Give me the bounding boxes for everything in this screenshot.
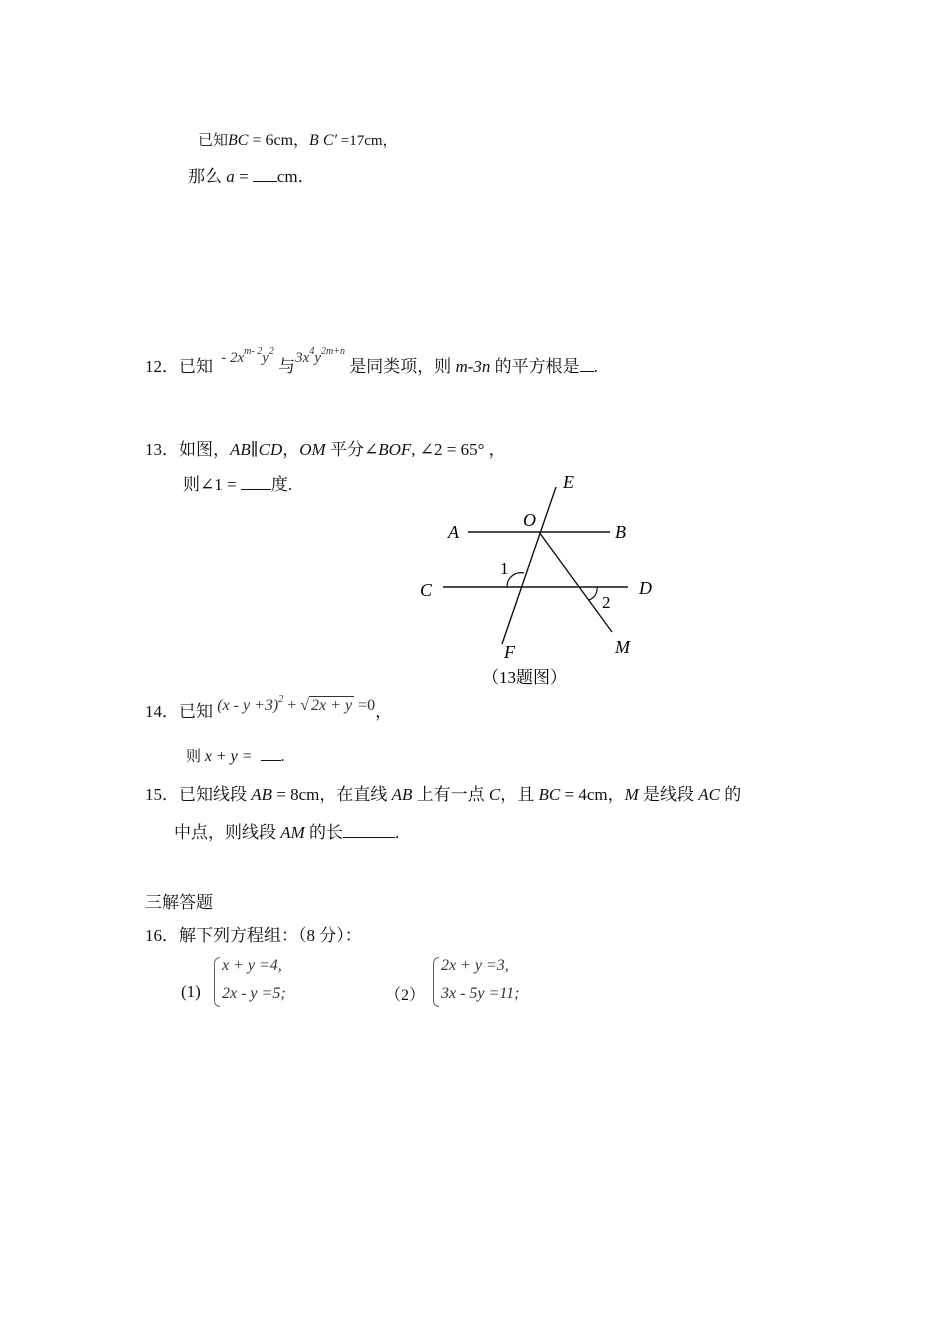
q16-title: 16．解下列方程组：（8 分）： xyxy=(145,926,362,945)
label-one: 1 xyxy=(500,559,509,578)
q12-term2-exp1: 4 xyxy=(309,346,315,357)
q15-line1-b: = 8cm，在直线 xyxy=(272,785,392,804)
q12-term2-coef: 3x xyxy=(295,350,310,366)
q11-bc2: B C′ xyxy=(309,132,337,149)
q13-sep: ， xyxy=(282,440,300,459)
q15-ac: AC xyxy=(698,785,721,804)
q15-line2-a: 中点，则线段 xyxy=(174,823,281,842)
q16-part1-label: (1) xyxy=(181,982,201,1001)
label-two: 2 xyxy=(602,593,611,612)
q15-am: AM xyxy=(280,823,305,842)
q14-expr-sq: 2 xyxy=(278,694,284,705)
label-f: F xyxy=(504,642,515,662)
q11-given-prefix: 已知 xyxy=(198,133,229,149)
q13-line2 xyxy=(183,470,292,495)
q15-line1-c: 上有一点 xyxy=(412,785,489,804)
section-title: 三解答题 xyxy=(145,893,213,912)
q15-bc: BC xyxy=(538,785,561,804)
q11-then-prefix: 那么 xyxy=(188,167,227,186)
q11-a-eq: = xyxy=(234,167,253,186)
label-m: M xyxy=(615,637,630,657)
q11-a: a xyxy=(226,167,235,186)
q15-line2-end: . xyxy=(395,823,400,842)
label-b: B xyxy=(615,522,626,542)
q14-plus: + xyxy=(283,697,301,714)
q15-line1-f: 是线段 xyxy=(638,785,699,804)
q14-line1 xyxy=(145,694,393,722)
q11-a-unit: cm． xyxy=(276,167,315,186)
q16-part1-brace xyxy=(214,957,220,1007)
q15-line2-b: 的长 xyxy=(304,823,344,842)
q16-part2-brace xyxy=(433,957,439,1007)
q11-bc2-val: =17cm， xyxy=(337,133,398,149)
q14-comma: ， xyxy=(375,702,393,721)
q13-num: 13．如图， xyxy=(145,440,230,459)
q15-ab: AB xyxy=(251,785,273,804)
label-a: A xyxy=(448,522,459,542)
q15-line1-e: = 4cm， xyxy=(560,785,625,804)
q14-answer-blank xyxy=(261,746,281,761)
q15-line1 xyxy=(145,780,741,805)
q16-part2-eq1: 2x + y =3, xyxy=(441,957,509,974)
q16-part2-eq2: 3x - 5y =11; xyxy=(441,985,520,1002)
q14-line2-expr: x + y = xyxy=(204,748,257,765)
q15-line1-g: 的 xyxy=(720,785,742,804)
q11-bc: BC xyxy=(228,132,249,149)
q12-term1-y: y xyxy=(262,350,269,366)
label-d: D xyxy=(639,578,652,598)
q11-line1 xyxy=(198,127,398,150)
q15-line1-d: ，且 xyxy=(500,785,539,804)
q13-line2-prefix: 则∠1 = xyxy=(183,475,241,494)
q14-expr-paren: (x - y +3) xyxy=(217,697,279,714)
label-o: O xyxy=(523,510,536,530)
q15-line2 xyxy=(174,818,399,843)
q15-m: M xyxy=(624,785,639,804)
q12-term2 xyxy=(295,346,345,366)
q12-term1-exp1: m- 2 xyxy=(244,346,263,357)
q13-ab-cd: AB∥CD xyxy=(230,440,283,459)
q16-part1-eq1: x + y =4, xyxy=(222,957,282,974)
q14-line2 xyxy=(186,745,285,766)
q14-sqrt-body: 2x + y xyxy=(311,697,353,714)
label-e: E xyxy=(563,472,574,492)
q13-bof: BOF xyxy=(378,440,412,459)
figure-caption: （13题图） xyxy=(482,668,567,687)
q11-bc-val: = 6cm， xyxy=(248,132,310,149)
q15-c: C xyxy=(488,785,501,804)
label-c: C xyxy=(420,580,433,600)
line-om xyxy=(539,532,612,632)
q13-answer-blank xyxy=(241,475,271,490)
angle-2-arc xyxy=(589,587,597,600)
q12-expr: m-3n xyxy=(455,357,491,376)
q13-bisect: 平分∠ xyxy=(325,440,379,459)
q12-answer-blank xyxy=(580,357,594,372)
q11-line2 xyxy=(188,162,315,187)
q13-figure xyxy=(415,470,675,690)
q14-expression: $(x - y +3)^2$ + √ 2x + y =0 xyxy=(217,694,376,714)
q12-suffix: 是同类项，则 xyxy=(349,357,456,376)
angle-1-arc xyxy=(507,573,524,587)
q12-suffix2: 的平方根是 xyxy=(490,357,580,376)
q13-line2-suffix: 度. xyxy=(270,475,293,494)
q12-term1 xyxy=(221,346,274,366)
q15-answer-blank xyxy=(343,823,395,838)
q12-mid: 与 xyxy=(278,357,296,376)
q12-term1-exp2: 2 xyxy=(268,346,274,357)
q14-num: 14．已知 xyxy=(145,702,213,721)
q15-line1-a: 15．已知线段 xyxy=(145,785,252,804)
q15-ab2: AB xyxy=(391,785,413,804)
q16-part1-eq2: 2x - y =5; xyxy=(222,985,286,1002)
q12-term2-exp2: 2m+n xyxy=(320,346,345,357)
q14-eq: =0 xyxy=(354,697,376,714)
q14-line2-end: . xyxy=(280,748,285,765)
q13-om: OM xyxy=(299,440,326,459)
q12-term2-y: y xyxy=(314,350,321,366)
q13-line1 xyxy=(145,435,506,460)
q12-end: . xyxy=(593,357,598,376)
q14-line2-prefix: 则 xyxy=(186,749,205,765)
q16-part2-label: （2） xyxy=(385,987,426,1004)
q12-line xyxy=(145,346,598,377)
q11-answer-blank xyxy=(253,167,277,182)
q12-term1-coef: - 2x xyxy=(221,350,245,366)
q12-num: 12．已知 xyxy=(145,357,213,376)
q13-angle2: , ∠2 = 65° ， xyxy=(411,440,506,459)
